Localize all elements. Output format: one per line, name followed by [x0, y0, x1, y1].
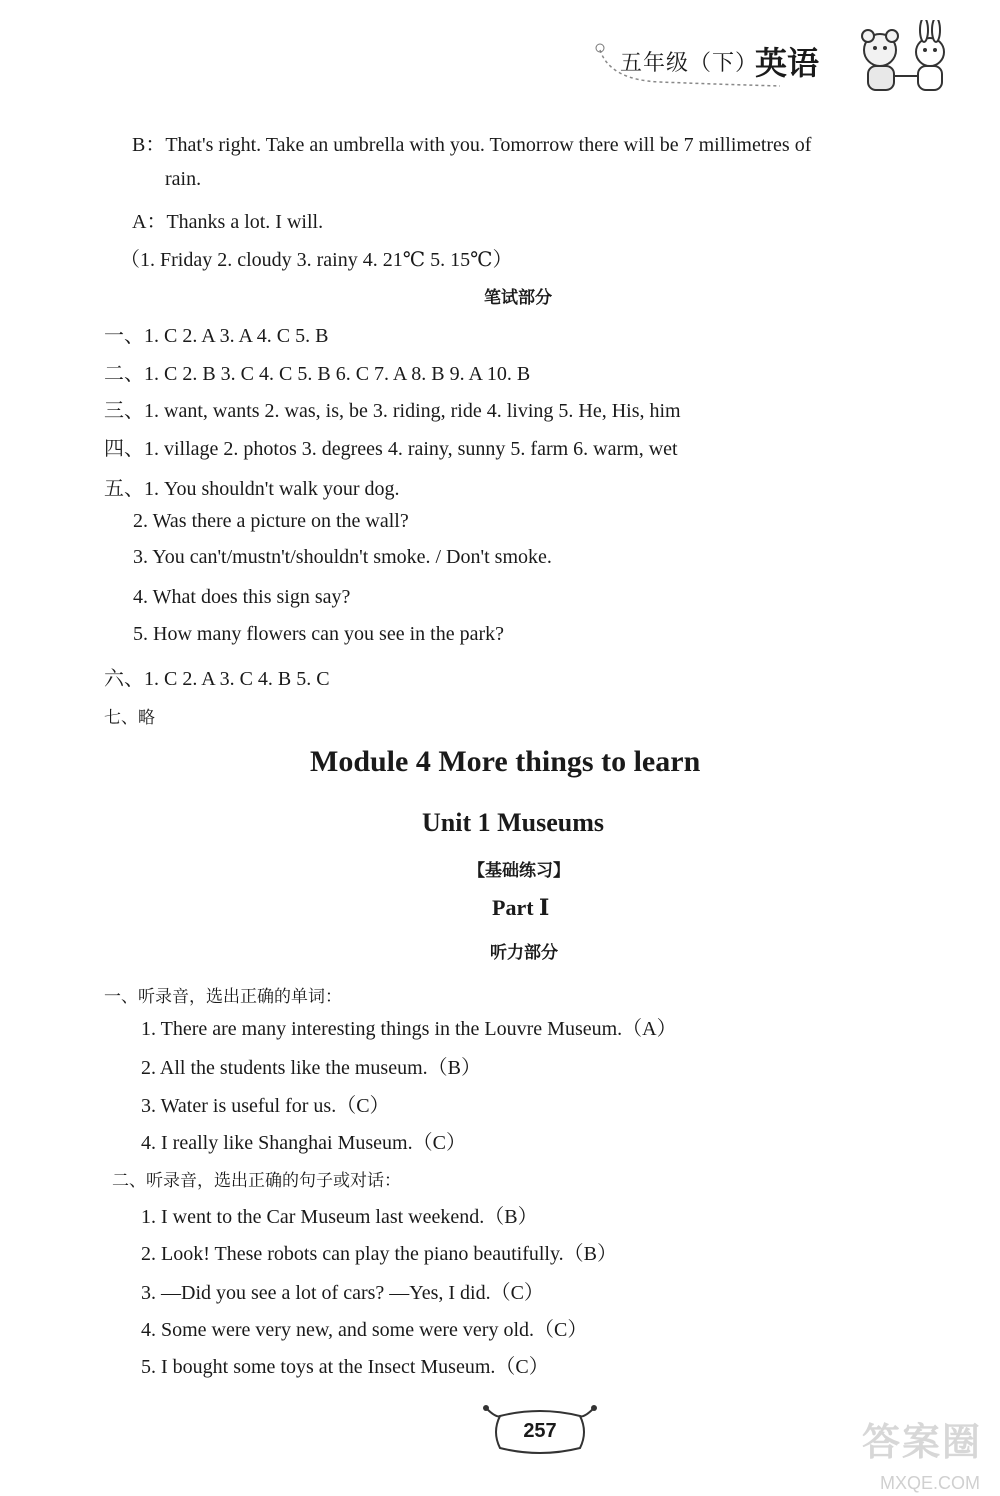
listening-q1-item: 4. I really like Shanghai Museum.（C）	[141, 1132, 466, 1154]
listening-answers: （1. Friday 2. cloudy 3. rainy 4. 21℃ 5. 15℃）	[120, 249, 513, 271]
answer-q4: 四、1. village 2. photos 3. degrees 4. rainy, sunny 5. farm 6. warm, wet	[104, 438, 678, 460]
answer-q2: 二、1. C 2. B 3. C 4. C 5. B 6. C 7. A 8. B 9. A 10. B	[104, 363, 531, 385]
mascot-icon	[850, 20, 960, 100]
part-title: Part Ⅰ	[492, 895, 550, 920]
dialogue-b-line: B：That's right. Take an umbrella with you. Tomorrow there will be 7 millimetres of	[132, 134, 812, 156]
listening-q1-item: 2. All the students like the museum.（B）	[141, 1057, 481, 1079]
answer-q5-5: 5. How many flowers can you see in the park?	[133, 623, 504, 645]
listening-q2-item: 3. —Did you see a lot of cars? —Yes, I did.（C）	[141, 1282, 544, 1304]
answer-q6: 六、1. C 2. A 3. C 4. B 5. C	[104, 668, 330, 690]
dialogue-b-line-cont: rain.	[165, 168, 202, 190]
listening-q1-title: 一、听录音，选出正确的单词：	[104, 987, 342, 1007]
listening-q2-item: 5. I bought some toys at the Insect Museum.（C）	[141, 1356, 549, 1378]
listening-q1-item: 1. There are many interesting things in the Louvre Museum.（A）	[141, 1018, 677, 1040]
page-number-badge	[480, 1402, 600, 1462]
section-heading-written: 笔试部分	[484, 288, 552, 308]
answer-q5-2: 2. Was there a picture on the wall?	[133, 510, 409, 532]
answer-q5-4: 4. What does this sign say?	[133, 586, 351, 608]
page-number: 257	[523, 1420, 557, 1442]
listening-q2-item: 2. Look! These robots can play the piano beautifully.（B）	[141, 1243, 618, 1265]
listening-q2-item: 1. I went to the Car Museum last weekend.（B）	[141, 1206, 538, 1228]
practice-label: 【基础练习】	[468, 861, 570, 881]
page-header	[580, 20, 960, 100]
answer-q3: 三、1. want, wants 2. was, is, be 3. riding, ride 4. living 5. He, His, him	[104, 400, 681, 422]
grade-label: 五年级（下）	[620, 51, 759, 76]
answer-q5-1: 五、1. You shouldn't walk your dog.	[104, 478, 400, 500]
watermark-logo: 答案圈	[861, 1420, 982, 1464]
section-heading-listening: 听力部分	[490, 943, 558, 963]
answer-q1: 一、1. C 2. A 3. A 4. C 5. B	[104, 325, 329, 347]
listening-q2-title: 二、听录音，选出正确的句子或对话：	[112, 1171, 401, 1191]
answer-q7: 七、略	[104, 708, 155, 728]
listening-q1-item: 3. Water is useful for us.（C）	[141, 1095, 390, 1117]
dialogue-a-line: A：Thanks a lot. I will.	[132, 211, 324, 233]
unit-title: Unit 1 Museums	[422, 808, 605, 837]
subject-label: 英语	[755, 44, 820, 82]
listening-q2-item: 4. Some were very new, and some were very old.（C）	[141, 1319, 588, 1341]
answer-q5-3: 3. You can't/mustn't/shouldn't smoke. / Don't smoke.	[133, 546, 552, 568]
module-title: Module 4 More things to learn	[310, 745, 701, 778]
watermark-url: MXQE.COM	[879, 1473, 980, 1493]
